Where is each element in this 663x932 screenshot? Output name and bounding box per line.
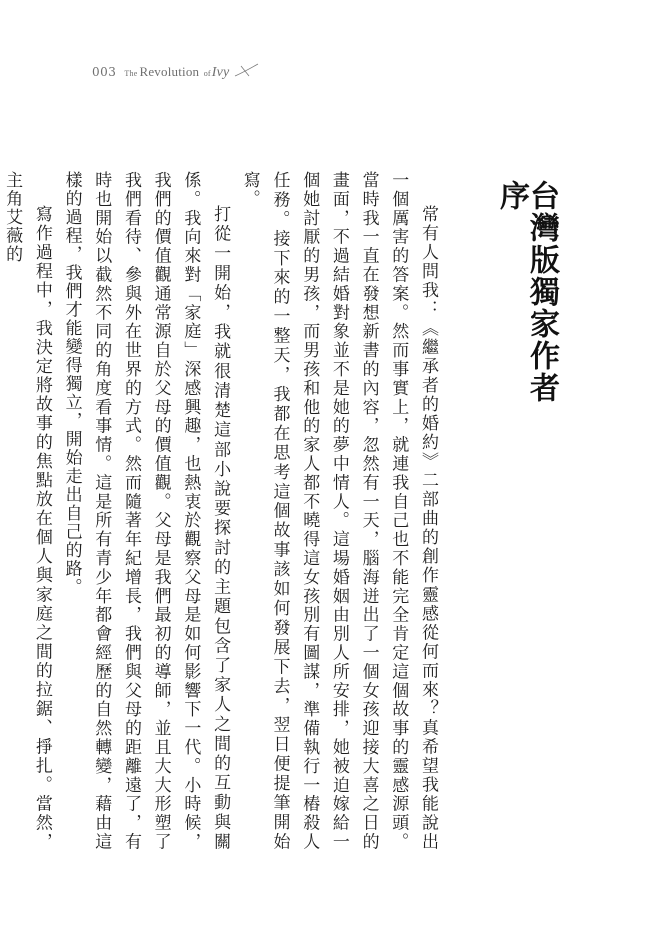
ivy-swash-icon <box>233 63 259 77</box>
body-text <box>2 171 442 851</box>
book-title-of: of <box>203 69 211 78</box>
book-title <box>124 64 229 81</box>
running-header <box>92 62 259 81</box>
book-title-end: Ivy <box>211 65 230 80</box>
paragraph-3: 寫作過程中，我決定將故事的焦點放在個人與家庭之間的拉鋸、掙扎。當然，主角艾薇的 <box>2 171 52 851</box>
paragraph-1: 常有人問我：《繼承者的婚約》二部曲的創作靈感從何而來？真希望我能說出一個厲害的答案。然而事實上，就連我自己也不能完全肯定這個故事的靈感源頭。當時我一直在發想新書的內容，忽然有一天，腦海迸出了一個女孩迎接大喜之日的畫面，不過結婚對象並不是她的夢中情人。這場婚姻由別人所安排，她被迫嫁給一個她討厭的男孩，而男孩和他的家人都不曉得這女孩別有圖謀，準備執行一樁殺人任務。接下來的一整天，我都在思考這個故事該如何發展下去，翌日便提筆開始寫。 <box>239 171 438 851</box>
page-number: 003 <box>92 65 117 79</box>
book-title-main: Revolution <box>139 64 200 79</box>
paragraph-2: 打從一開始，我就很清楚這部小說要探討的主題包含了家人之間的互動與關係。我向來對「家庭」深感興趣，也熱衷於觀察父母是如何影響下一代。小時候，我們的價值觀通常源自於父母的價值觀。父母是我們最初的導師，並且大大形塑了我們看待、參與外在世界的方式。然而隨著年紀增長，我們與父母的距離遠了，有時也開始以截然不同的角度看事情。這是所有青少年都會經歷的自然轉變，藉由這樣的過程，我們才能變得獨立，開始走出自己的路。 <box>61 171 231 851</box>
chapter-title: 台灣版獨家作者序 <box>494 180 559 404</box>
book-title-prefix: The <box>124 69 138 78</box>
